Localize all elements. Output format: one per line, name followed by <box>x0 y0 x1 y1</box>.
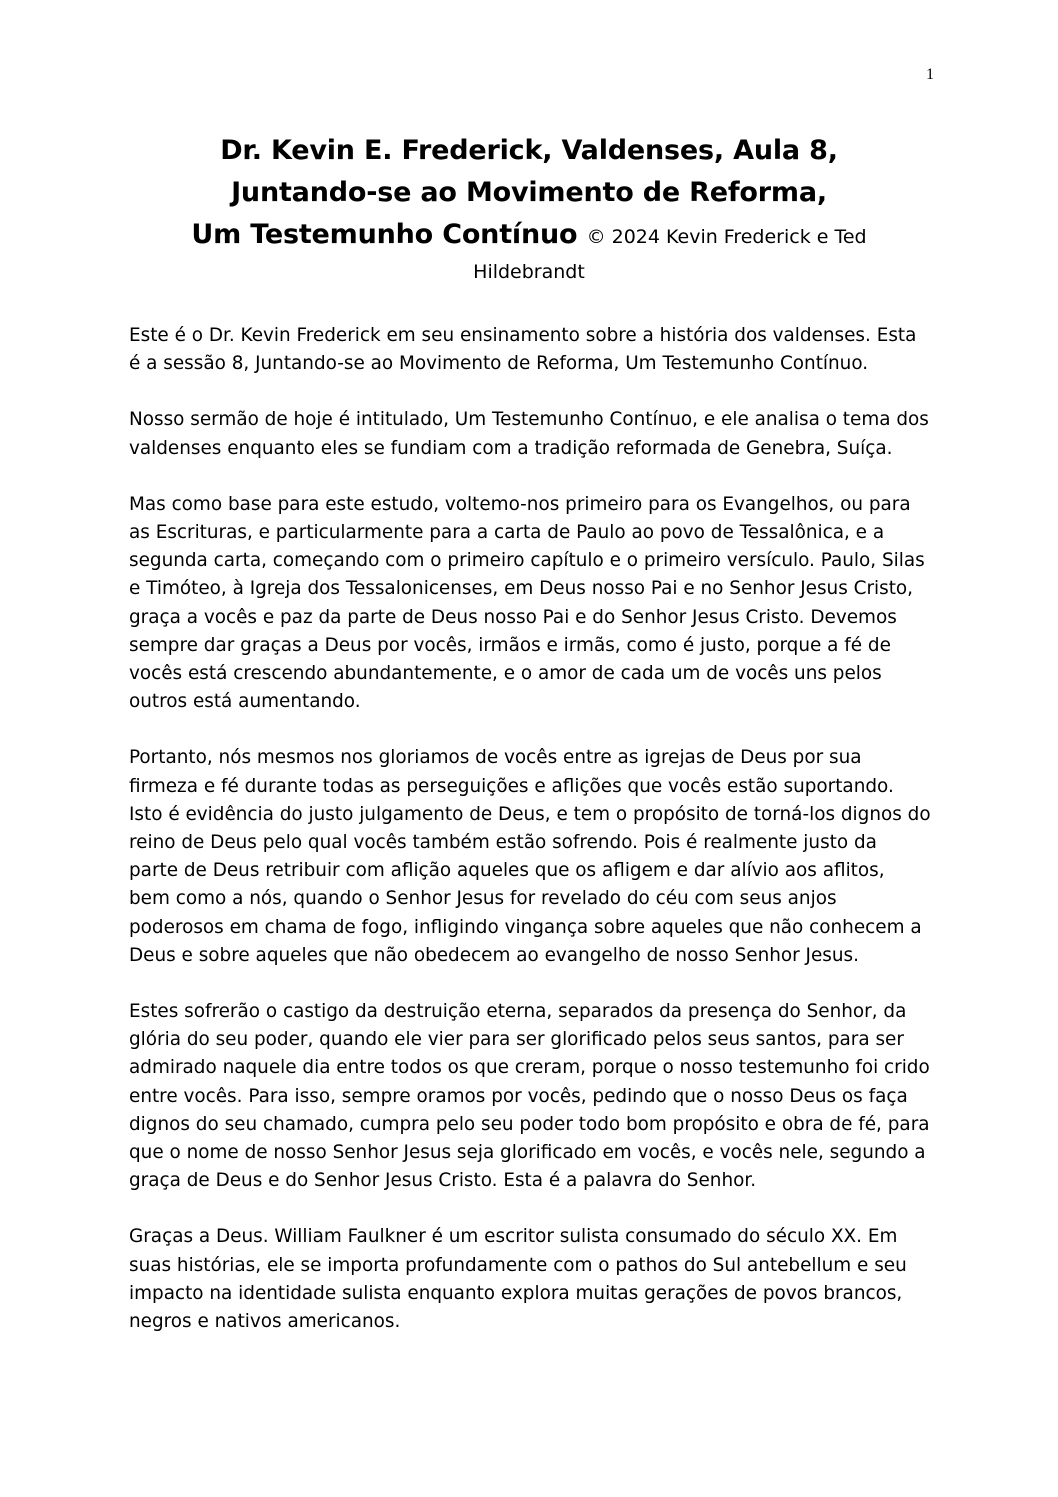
copyright-notice: © 2024 Kevin Frederick e Ted <box>586 226 867 248</box>
paragraph: Mas como base para este estudo, voltemo-nos primeiro para os Evangelhos, ou para as Escrituras, e particularmente para a carta de Paulo ao povo de Tessalônica, e a segunda carta, começando com o primeiro capítulo e o primeiro versículo. Paulo, Silas e Timóteo, à Igreja dos Tessalonicenses, em Deus nosso Pai e no Senhor Jesus Cristo, graça a vocês e paz da parte de Deus nosso Pai e do Senhor Jesus Cristo. Devemos sempre dar graças a Deus por vocês, irmãos e irmãs, como é justo, porque a fé de vocês está crescendo abundantemente, e o amor de cada um de vocês uns pelos outros está aumentando. <box>129 493 925 713</box>
title-line-3 <box>100 214 958 258</box>
paragraph: Estes sofrerão o castigo da destruição eterna, separados da presença do Senhor, da glória do seu poder, quando ele vier para ser glorificado pelos seus santos, para ser admirado naquele dia entre todos os que creram, porque o nosso testemunho foi crido entre vocês. Para isso, sempre oramos por vocês, pedindo que o nosso Deus os faça dignos do seu chamado, cumpra pelo seu poder todo bom propósito e obra de fé, para que o nome de nosso Senhor Jesus seja glorificado em vocês, e vocês nele, segundo a graça de Deus e do Senhor Jesus Cristo. Esta é a palavra do Senhor. <box>129 1001 930 1192</box>
title-line-3-text: Um Testemunho Contínuo <box>191 219 578 250</box>
page-number: 1 <box>926 66 934 83</box>
document-title <box>100 130 958 286</box>
paragraph: Nosso sermão de hoje é intitulado, Um Testemunho Contínuo, e ele analisa o tema dos valdenses enquanto eles se fundiam com a tradição reformada de Genebra, Suíça. <box>129 409 929 459</box>
title-line-2: Juntando-se ao Movimento de Reforma, <box>231 177 827 208</box>
paragraph: Portanto, nós mesmos nos gloriamos de vocês entre as igrejas de Deus por sua firmeza e fé durante todas as perseguições e aflições que vocês estão suportando. Isto é evidência do justo julgamento de Deus, e tem o propósito de torná-los dignos do reino de Deus pelo qual vocês também estão sofrendo. Pois é realmente justo da parte de Deus retribuir com aflição aqueles que os afligem e dar alívio aos aflitos, bem como a nós, quando o Senhor Jesus for revelado do céu com seus anjos poderosos em chama de fogo, infligindo vingança sobre aqueles que não conhecem a Deus e sobre aqueles que não obedecem ao evangelho de nosso Senhor Jesus. <box>129 747 931 966</box>
paragraph: Este é o Dr. Kevin Frederick em seu ensinamento sobre a história dos valdenses. Esta é a sessão 8, Juntando-se ao Movimento de Reforma, Um Testemunho Contínuo. <box>129 325 917 375</box>
document-body <box>129 322 931 1364</box>
copyright-notice-tail: Hildebrandt <box>473 261 585 283</box>
paragraph: Graças a Deus. William Faulkner é um escritor sulista consumado do século XX. Em suas histórias, ele se importa profundamente com o pathos do Sul antebellum e seu impacto na identidade sulista enquanto explora muitas gerações de povos brancos, negros e nativos americanos. <box>129 1226 907 1333</box>
title-line-1: Dr. Kevin E. Frederick, Valdenses, Aula 8, <box>220 135 838 166</box>
